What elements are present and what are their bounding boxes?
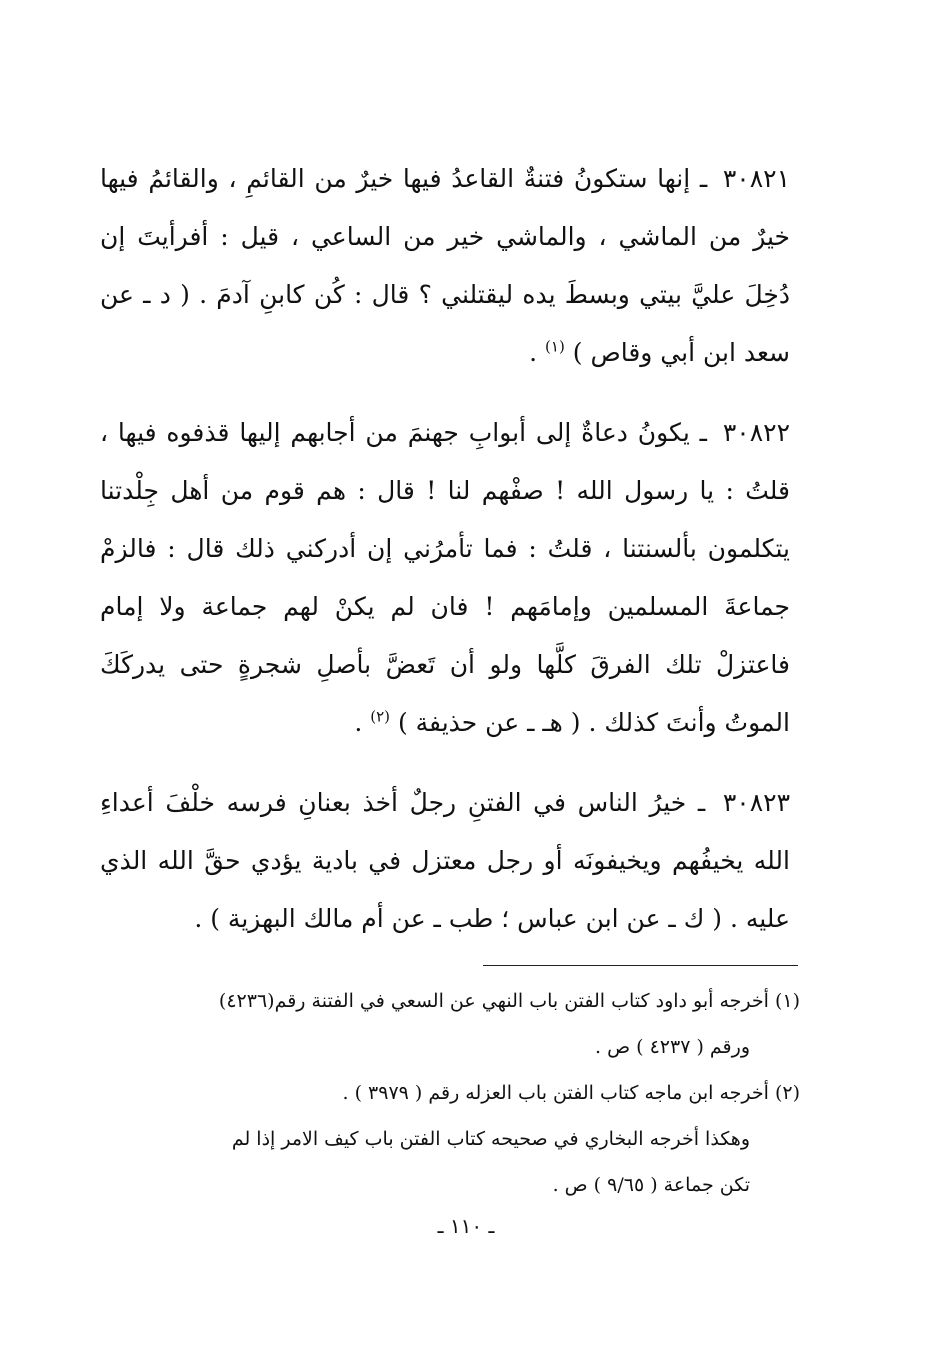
hadith-number: ٣٠٨٢٢ bbox=[722, 418, 791, 447]
footnote-1-continuation bbox=[100, 1024, 800, 1070]
footnote-2-continuation bbox=[100, 1116, 800, 1162]
footnote-line: ورقم ( ٤٢٣٧ ) ص . bbox=[595, 1036, 750, 1058]
hadith-number: ٣٠٨٢٣ bbox=[722, 788, 790, 817]
main-text bbox=[100, 150, 790, 970]
page-number: ـ ١١٠ ـ bbox=[437, 1214, 495, 1238]
hadith-end-mark: . bbox=[354, 708, 363, 737]
footnote-reference: (٢) bbox=[370, 707, 390, 726]
hadith-30821 bbox=[100, 150, 790, 382]
hadith-30822 bbox=[100, 404, 790, 752]
hadith-number: ٣٠٨٢١ bbox=[722, 164, 790, 193]
hadith-text: ـ إنها ستكونُ فتنةٌ القاعدُ فيها خيرٌ من القائمِ ، والقائمُ فيها خيرٌ من الماشي ، والماشي خير من الساعي ، قيل : أفرأيتَ إن دُخِلَ عليَّ بيتي وبسطَ يده ليقتلني ؟ قال : كُن كابنِ آدمَ . ( د ـ عن سعد ابن أبي وقاص ) bbox=[100, 164, 790, 367]
footnote-2 bbox=[100, 1070, 800, 1116]
footnote-marker: (١) bbox=[774, 990, 800, 1012]
footnote-marker: (٢) bbox=[774, 1082, 800, 1104]
footnotes bbox=[100, 978, 800, 1208]
footnote-line: تكن جماعة ( ٩/٦٥ ) ص . bbox=[552, 1174, 750, 1196]
footnote-1 bbox=[100, 978, 800, 1024]
hadith-end-mark: . bbox=[529, 338, 538, 367]
hadith-text: ـ يكونُ دعاةٌ إلى أبوابِ جهنمَ من أجابهم إليها قذفوه فيها ، قلتُ : يا رسول الله ! صفْهم لنا ! قال : هم قوم من أهل جِلْدتنا يتكلمون بألسنتنا ، قلتُ : فما تأمرُني إن أدركني ذلك قال : فالزمْ جماعةَ المسلمين وإمامَهم ! فان لم يكنْ لهم جماعة ولا إمام فاعتزلْ تلك الفرقَ كلَّها ولو أن تَعضَّ بأصلِ شجرةٍ حتى يدركَكَ الموتُ وأنتَ كذلك . ( هـ ـ عن حذيفة ) bbox=[100, 418, 790, 737]
hadith-text: ـ خيرُ الناس في الفتنِ رجلٌ أخذ بعنانِ فرسه خلْفَ أعداءِ الله يخيفُهم ويخيفونَه أو رجل معتزل في بادية يؤدي حقَّ الله الذي عليه . ( ك ـ عن ابن عباس ؛ طب ـ عن أم مالك البهزية ) . bbox=[100, 788, 790, 933]
hadith-30823 bbox=[100, 774, 790, 948]
footnote-divider bbox=[483, 965, 798, 966]
footnote-line: وهكذا أخرجه البخاري في صحيحه كتاب الفتن باب كيف الامر إذا لم bbox=[231, 1128, 750, 1150]
footnote-line: أخرجه أبو داود كتاب الفتن باب النهي عن السعي في الفتنة رقم(٤٢٣٦) bbox=[218, 990, 769, 1012]
footnote-line: أخرجه ابن ماجه كتاب الفتن باب العزله رقم ( ٣٩٧٩ ) . bbox=[342, 1082, 769, 1104]
footnote-reference: (١) bbox=[545, 337, 565, 356]
footnote-2-continuation-2 bbox=[100, 1162, 800, 1208]
